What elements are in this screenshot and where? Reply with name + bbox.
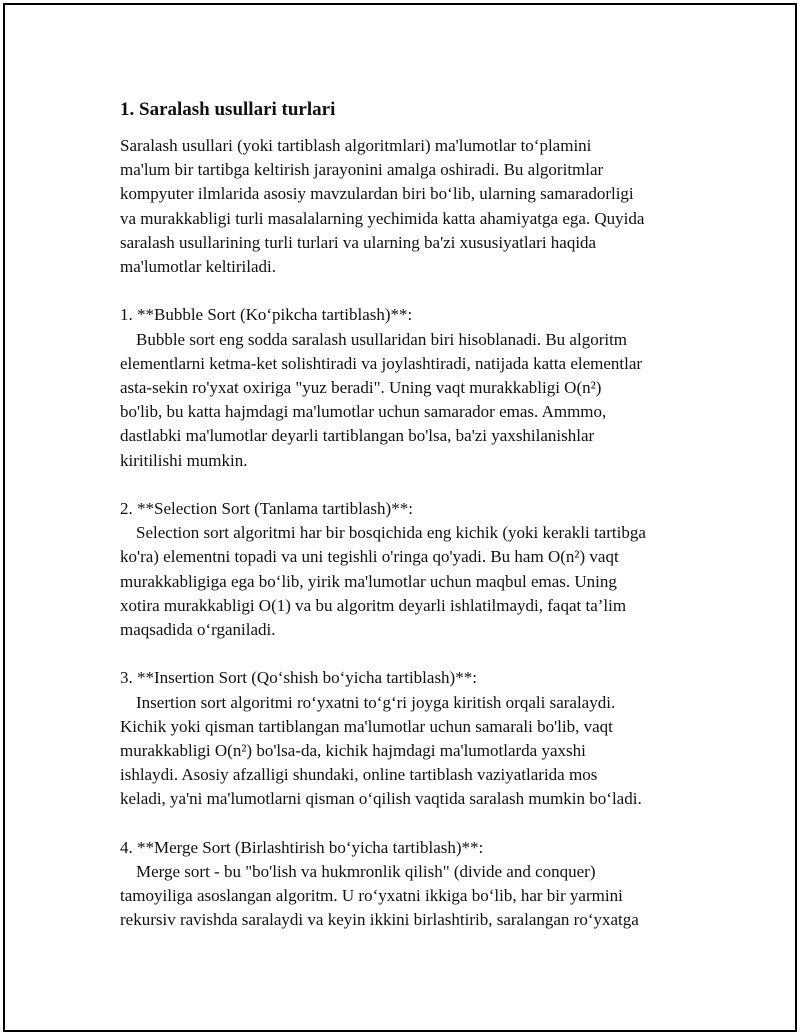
intro-line: ma'lumotlar keltiriladi. (120, 257, 277, 277)
intro-line: kompyuter ilmlarida asosiy mavzulardan biri bo‘lib, ularning samaradorligi (120, 184, 634, 204)
section-heading: 2. **Selection Sort (Tanlama tartiblash)**: (120, 499, 413, 519)
section-line: elementlarni ketma-ket solishtiradi va joylashtiradi, natijada katta elementlar (120, 353, 643, 373)
intro-paragraph (120, 134, 700, 279)
section-line: bo'lib, bu katta hajmdagi ma'lumotlar uchun samarador emas. Ammmo, (120, 402, 607, 422)
section-line: kiritilishi mumkin. (120, 450, 248, 470)
paragraph-gap (120, 642, 700, 666)
section-heading: 3. **Insertion Sort (Qo‘shish bo‘yicha tartiblash)**: (120, 668, 477, 688)
section-line: Bubble sort eng sodda saralash usullaridan biri hisoblanadi. Bu algoritm (136, 329, 628, 349)
section-heading: 1. **Bubble Sort (Ko‘pikcha tartiblash)**: (120, 305, 413, 325)
section-line: xotira murakkabligi O(1) va bu algoritm deyarli ishlatilmaydi, faqat ta’lim (120, 595, 627, 615)
section-line: rekursiv ravishda saralaydi va keyin ikkini birlashtirib, saralangan ro‘yxatga (120, 910, 639, 930)
section-line: ishlaydi. Asosiy afzalligi shundaki, online tartiblash vaziyatlarida mos (120, 765, 598, 785)
document-body (120, 98, 700, 933)
intro-line: Saralash usullari (yoki tartiblash algoritmlari) ma'lumotlar to‘plamini (120, 136, 592, 155)
section-merge-sort (120, 836, 700, 933)
section-selection-sort (120, 497, 700, 642)
paragraph-gap (120, 473, 700, 497)
section-line: tamoyiliga asoslangan algoritm. U ro‘yxatni ikkiga bo‘lib, har bir yarmini (120, 886, 623, 906)
intro-line: saralash usullarining turli turlari va ularning ba'zi xususiyatlari haqida (120, 232, 597, 252)
section-line: keladi, ya'ni ma'lumotlarni qisman o‘qilish vaqtida saralash mumkin bo‘ladi. (120, 789, 642, 809)
section-line: Selection sort algoritmi har bir bosqichida eng kichik (yoki kerakli tartibga (136, 523, 646, 543)
section-line: murakkabligi O(n²) bo'lsa-da, kichik hajmdagi ma'lumotlarda yaxshi (120, 741, 586, 761)
section-line: Insertion sort algoritmi ro‘yxatni to‘g‘ri joyga kiritish orqali saralaydi. (136, 692, 616, 712)
section-line: dastlabki ma'lumotlar deyarli tartiblangan bo'lsa, ba'zi yaxshilanishlar (120, 426, 595, 446)
section-line: asta-sekin ro'yxat oxiriga "yuz beradi". Uning vaqt murakkabligi O(n²) (120, 378, 602, 398)
paragraph-gap (120, 279, 700, 303)
section-line: maqsadida o‘rganiladi. (120, 620, 276, 640)
paragraph-gap (120, 812, 700, 836)
document-title: 1. Saralash usullari turlari (120, 99, 336, 120)
intro-line: va murakkabligi turli masalalarning yechimida katta ahamiyatga ega. Quyida (120, 208, 645, 228)
section-line: Kichik yoki qisman tartiblangan ma'lumotlar uchun samarali bo'lib, vaqt (120, 716, 613, 736)
section-heading: 4. **Merge Sort (Birlashtirish bo‘yicha tartiblash)**: (120, 837, 484, 857)
section-insertion-sort (120, 666, 700, 811)
section-bubble-sort (120, 303, 700, 472)
section-line: Merge sort - bu "bo'lish va hukmronlik qilish" (divide and conquer) (136, 862, 596, 882)
section-line: ko'ra) elementni topadi va uni tegishli o'ringa qo'yadi. Bu ham O(n²) vaqt (120, 547, 619, 567)
section-line: murakkabligiga ega bo‘lib, yirik ma'lumotlar uchun maqbul emas. Uning (120, 571, 617, 591)
intro-line: ma'lum bir tartibga keltirish jarayonini amalga oshiradi. Bu algoritmlar (120, 160, 604, 180)
page-frame (3, 3, 797, 1032)
